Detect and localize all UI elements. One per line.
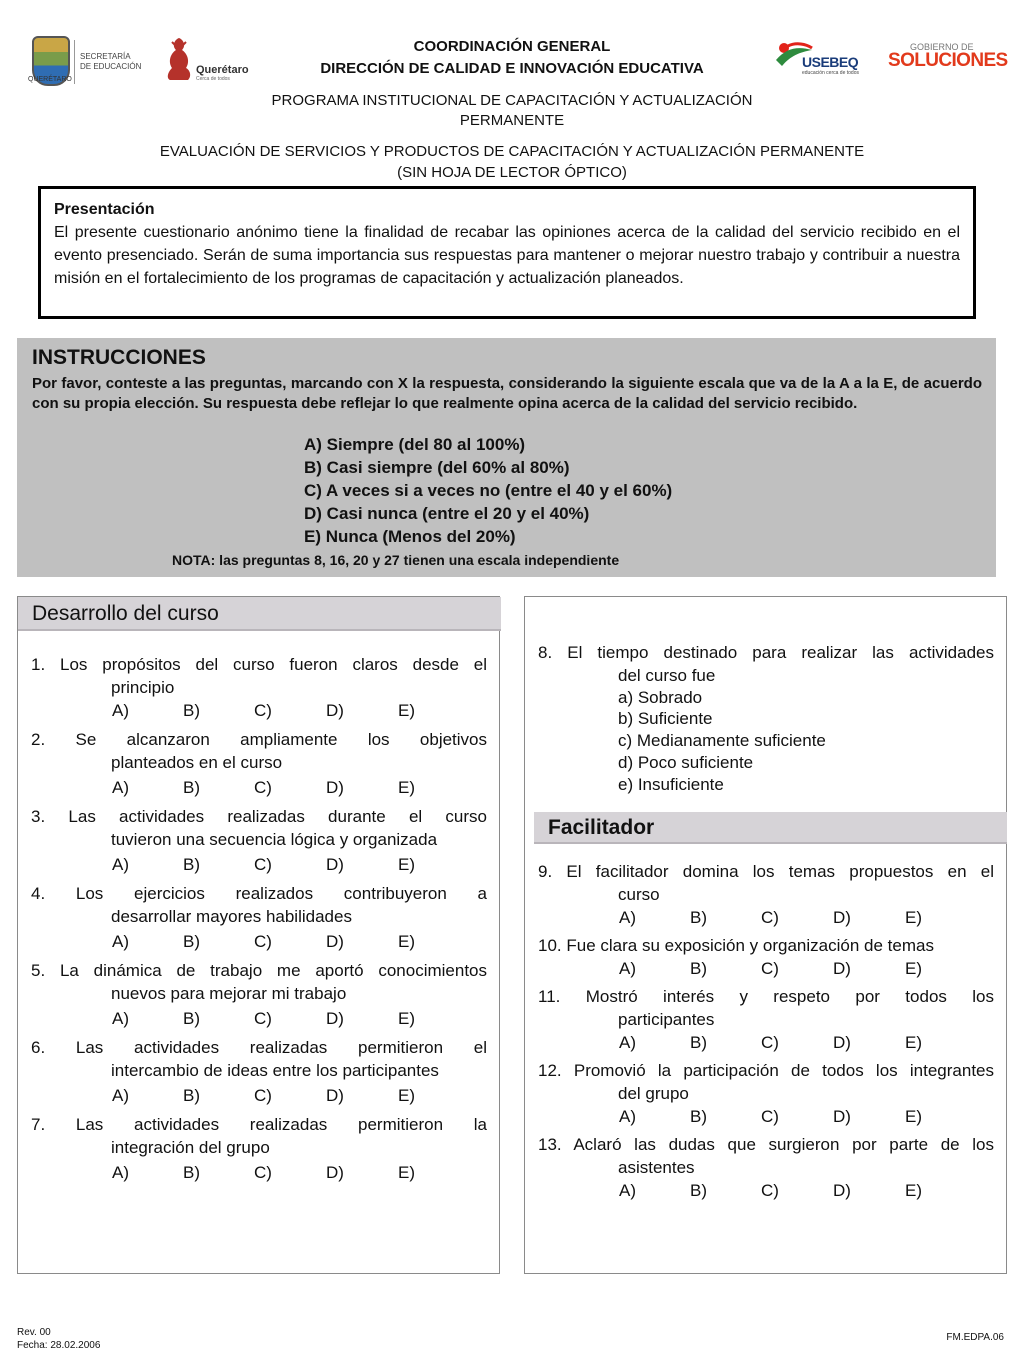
header-line-2: DIRECCIÓN DE CALIDAD E INNOVACIÓN EDUCATIVA bbox=[320, 60, 704, 77]
question-1 bbox=[31, 653, 487, 699]
option-d[interactable]: D) bbox=[833, 959, 851, 978]
question-4-text: 4. Los ejercicios realizados contribuyeron a bbox=[31, 884, 487, 903]
question-9-options bbox=[619, 908, 939, 930]
option-c[interactable]: C) bbox=[254, 1163, 272, 1182]
option-b[interactable]: B) bbox=[183, 1086, 200, 1105]
header-line-6: (SIN HOJA DE LECTOR ÓPTICO) bbox=[397, 164, 627, 181]
question-5-text-cont: nuevos para mejorar mi trabajo bbox=[111, 984, 347, 1003]
question-12-text: 12. Promovió la participación de todos los integrantes bbox=[538, 1061, 994, 1080]
option-a[interactable]: A) bbox=[112, 1163, 129, 1182]
header-line-5: EVALUACIÓN DE SERVICIOS Y PRODUCTOS DE CAPACITACIÓN Y ACTUALIZACIÓN PERMANENTE bbox=[159, 143, 865, 160]
queretaro-wordmark: Querétaro bbox=[196, 64, 249, 76]
option-c[interactable]: C) bbox=[761, 908, 779, 927]
option-a[interactable]: A) bbox=[112, 1009, 129, 1028]
option-c[interactable]: C) bbox=[254, 1009, 272, 1028]
option-a[interactable]: A) bbox=[619, 959, 636, 978]
option-d[interactable]: D) bbox=[326, 701, 344, 720]
presentation-box bbox=[38, 186, 976, 319]
question-12-options bbox=[619, 1107, 939, 1129]
option-c[interactable]: C) bbox=[254, 1086, 272, 1105]
question-5 bbox=[31, 959, 487, 1005]
question-10-options bbox=[619, 959, 939, 981]
option-b[interactable]: B) bbox=[183, 701, 200, 720]
option-e[interactable]: E) bbox=[905, 1181, 922, 1200]
option-a[interactable]: A) bbox=[112, 932, 129, 951]
question-1-text: 1. Los propósitos del curso fueron claros desde el bbox=[31, 655, 487, 674]
question-8-text: 8. El tiempo destinado para realizar las actividades bbox=[538, 643, 994, 662]
question-8-choice-a[interactable]: a) Sobrado bbox=[618, 688, 703, 707]
footer-date: Fecha: 28.02.2006 bbox=[17, 1340, 101, 1351]
question-13 bbox=[538, 1133, 994, 1179]
option-c[interactable]: C) bbox=[761, 1033, 779, 1052]
option-e[interactable]: E) bbox=[905, 1107, 922, 1126]
option-d[interactable]: D) bbox=[833, 1181, 851, 1200]
option-b[interactable]: B) bbox=[183, 855, 200, 874]
option-b[interactable]: B) bbox=[690, 1181, 707, 1200]
header-line-3: PROGRAMA INSTITUCIONAL DE CAPACITACIÓN Y ACTUALIZACIÓN bbox=[271, 92, 753, 109]
option-c[interactable]: C) bbox=[254, 932, 272, 951]
option-c[interactable]: C) bbox=[254, 855, 272, 874]
option-e[interactable]: E) bbox=[398, 932, 415, 951]
option-d[interactable]: D) bbox=[326, 855, 344, 874]
header-line-1: COORDINACIÓN GENERAL bbox=[413, 38, 611, 55]
scale-item-e: E) Nunca (Menos del 20%) bbox=[304, 527, 516, 546]
option-d[interactable]: D) bbox=[833, 1107, 851, 1126]
question-13-text: 13. Aclaró las dudas que surgieron por parte de los bbox=[538, 1135, 994, 1154]
question-13-text-cont: asistentes bbox=[618, 1158, 695, 1177]
usebeq-logo bbox=[774, 40, 869, 80]
question-8-choice-b[interactable]: b) Suficiente bbox=[618, 709, 713, 728]
presentation-title: Presentación bbox=[54, 201, 155, 218]
question-7-text-cont: integración del grupo bbox=[111, 1138, 270, 1157]
question-5-text: 5. La dinámica de trabajo me aportó conocimientos bbox=[31, 961, 487, 980]
question-2-text-cont: planteados en el curso bbox=[111, 753, 283, 772]
scale-item-a: A) Siempre (del 80 al 100%) bbox=[304, 435, 526, 454]
question-9-text-cont: curso bbox=[618, 885, 660, 904]
question-4-text-cont: desarrollar mayores habilidades bbox=[111, 907, 352, 926]
question-12-text-cont: del grupo bbox=[618, 1084, 689, 1103]
option-d[interactable]: D) bbox=[326, 1009, 344, 1028]
question-2-options bbox=[112, 778, 432, 800]
question-10-text: 10. Fue clara su exposición y organización de temas bbox=[538, 936, 934, 955]
scale-item-c: C) A veces si a veces no (entre el 40 y el 60%) bbox=[304, 481, 673, 500]
question-11-options bbox=[619, 1033, 939, 1055]
option-d[interactable]: D) bbox=[326, 1086, 344, 1105]
question-8-choice-d[interactable]: d) Poco suficiente bbox=[618, 753, 754, 772]
course-development-panel bbox=[17, 596, 500, 1274]
state-dept-line2: DE EDUCACIÓN bbox=[80, 62, 142, 71]
question-1-options bbox=[112, 701, 432, 723]
option-a[interactable]: A) bbox=[619, 1181, 636, 1200]
question-7-text: 7. Las actividades realizadas permitieron la bbox=[31, 1115, 487, 1134]
option-b[interactable]: B) bbox=[183, 1009, 200, 1028]
scale-item-b: B) Casi siempre (del 60% al 80%) bbox=[304, 458, 570, 477]
question-12 bbox=[538, 1059, 994, 1105]
instructions-title: INSTRUCCIONES bbox=[32, 346, 206, 369]
option-d[interactable]: D) bbox=[326, 778, 344, 797]
option-c[interactable]: C) bbox=[761, 1107, 779, 1126]
question-7-options bbox=[112, 1163, 432, 1185]
section-title-facilitator: Facilitador bbox=[534, 812, 1007, 844]
option-e[interactable]: E) bbox=[398, 778, 415, 797]
footer-rev: Rev. 00 bbox=[17, 1327, 51, 1338]
presentation-body: El presente cuestionario anónimo tiene la finalidad de recabar las opiniones acerca de la calidad del servicio recibido en el evento presenciado. Serán de suma importancia sus respuestas para mantener o mejorar nuestro trabajo y contribuir a nuestra misión en el fortalecimiento de los programas de capacitación y actualización planeados. bbox=[54, 224, 960, 287]
option-e[interactable]: E) bbox=[398, 701, 415, 720]
question-8-text-cont: del curso fue bbox=[618, 666, 716, 685]
question-2-text: 2. Se alcanzaron ampliamente los objetivos bbox=[31, 730, 487, 749]
option-c[interactable]: C) bbox=[254, 778, 272, 797]
scale-item-d: D) Casi nunca (entre el 20 y el 40%) bbox=[304, 504, 590, 523]
question-9 bbox=[538, 860, 994, 906]
usebeq-tagline: educación cerca de todos bbox=[802, 70, 859, 76]
option-b[interactable]: B) bbox=[183, 778, 200, 797]
question-6-text: 6. Las actividades realizadas permitieron el bbox=[31, 1038, 487, 1057]
option-e[interactable]: E) bbox=[398, 1163, 415, 1182]
gobierno-soluciones-logo bbox=[888, 42, 1008, 76]
question-3-text: 3. Las actividades realizadas durante el curso bbox=[31, 807, 487, 826]
question-5-options bbox=[112, 1009, 432, 1031]
question-11-text: 11. Mostró interés y respeto por todos los bbox=[538, 987, 994, 1006]
option-e[interactable]: E) bbox=[398, 855, 415, 874]
state-seal-caption: QUERÉTARO bbox=[28, 76, 72, 83]
option-d[interactable]: D) bbox=[326, 1163, 344, 1182]
question-8 bbox=[538, 641, 994, 796]
question-9-text: 9. El facilitador domina los temas propuestos en el bbox=[538, 862, 994, 881]
option-e[interactable]: E) bbox=[905, 959, 922, 978]
option-e[interactable]: E) bbox=[398, 1086, 415, 1105]
option-b[interactable]: B) bbox=[183, 1163, 200, 1182]
question-6-text-cont: intercambio de ideas entre los participantes bbox=[111, 1061, 439, 1080]
option-d[interactable]: D) bbox=[833, 908, 851, 927]
question-10 bbox=[538, 934, 998, 957]
queretaro-tagline: Cerca de todos bbox=[196, 76, 230, 82]
footer-revision bbox=[17, 1326, 100, 1352]
question-2 bbox=[31, 728, 487, 774]
question-11 bbox=[538, 985, 994, 1031]
question-1-text-cont: principio bbox=[111, 678, 175, 697]
header-line-4: PERMANENTE bbox=[459, 112, 565, 129]
option-a[interactable]: A) bbox=[112, 778, 129, 797]
usebeq-wordmark: USEBEQ bbox=[802, 54, 859, 70]
question-6-options bbox=[112, 1086, 432, 1108]
option-b[interactable]: B) bbox=[690, 908, 707, 927]
option-b[interactable]: B) bbox=[690, 959, 707, 978]
section-title-course: Desarrollo del curso bbox=[18, 597, 501, 631]
state-dept-line1: SECRETARÍA bbox=[80, 52, 131, 61]
question-4-options bbox=[112, 932, 432, 954]
option-a[interactable]: A) bbox=[619, 1033, 636, 1052]
option-a[interactable]: A) bbox=[112, 855, 129, 874]
option-a[interactable]: A) bbox=[112, 1086, 129, 1105]
instructions-text: Por favor, conteste a las preguntas, marcando con X la respuesta, considerando la siguiente escala que va de la A a la E, de acuerdo con su propia elección. Su respuesta debe reflejar lo que realmente opina acerca de la calidad del servicio recibido. bbox=[32, 375, 982, 412]
option-e[interactable]: E) bbox=[905, 1033, 922, 1052]
question-3 bbox=[31, 805, 487, 851]
question-11-text-cont: participantes bbox=[618, 1010, 715, 1029]
question-13-options bbox=[619, 1181, 939, 1203]
instructions-box bbox=[17, 338, 996, 577]
option-c[interactable]: C) bbox=[254, 701, 272, 720]
option-b[interactable]: B) bbox=[690, 1033, 707, 1052]
question-8-choice-c[interactable]: c) Medianamente suficiente bbox=[618, 731, 826, 750]
option-e[interactable]: E) bbox=[905, 908, 922, 927]
option-b[interactable]: B) bbox=[183, 932, 200, 951]
question-3-text-cont: tuvieron una secuencia lógica y organizada bbox=[111, 830, 438, 849]
option-c[interactable]: C) bbox=[761, 1181, 779, 1200]
question-7 bbox=[31, 1113, 487, 1159]
option-c[interactable]: C) bbox=[761, 959, 779, 978]
facilitator-panel bbox=[524, 596, 1007, 1274]
question-4 bbox=[31, 882, 487, 928]
instructions-note: NOTA: las preguntas 8, 16, 20 y 27 tienen una escala independiente bbox=[172, 552, 620, 568]
option-a[interactable]: A) bbox=[112, 701, 129, 720]
question-8-choice-e[interactable]: e) Insuficiente bbox=[618, 775, 724, 794]
option-b[interactable]: B) bbox=[690, 1107, 707, 1126]
option-a[interactable]: A) bbox=[619, 1107, 636, 1126]
option-e[interactable]: E) bbox=[398, 1009, 415, 1028]
option-d[interactable]: D) bbox=[326, 932, 344, 951]
soluciones-wordmark: SOLUCIONES bbox=[888, 50, 1008, 71]
gobierno-small-text: GOBIERNO DE bbox=[910, 42, 974, 52]
option-a[interactable]: A) bbox=[619, 908, 636, 927]
question-3-options bbox=[112, 855, 432, 877]
question-6 bbox=[31, 1036, 487, 1082]
option-d[interactable]: D) bbox=[833, 1033, 851, 1052]
footer-form-code: FM.EDPA.06 bbox=[946, 1332, 1004, 1343]
